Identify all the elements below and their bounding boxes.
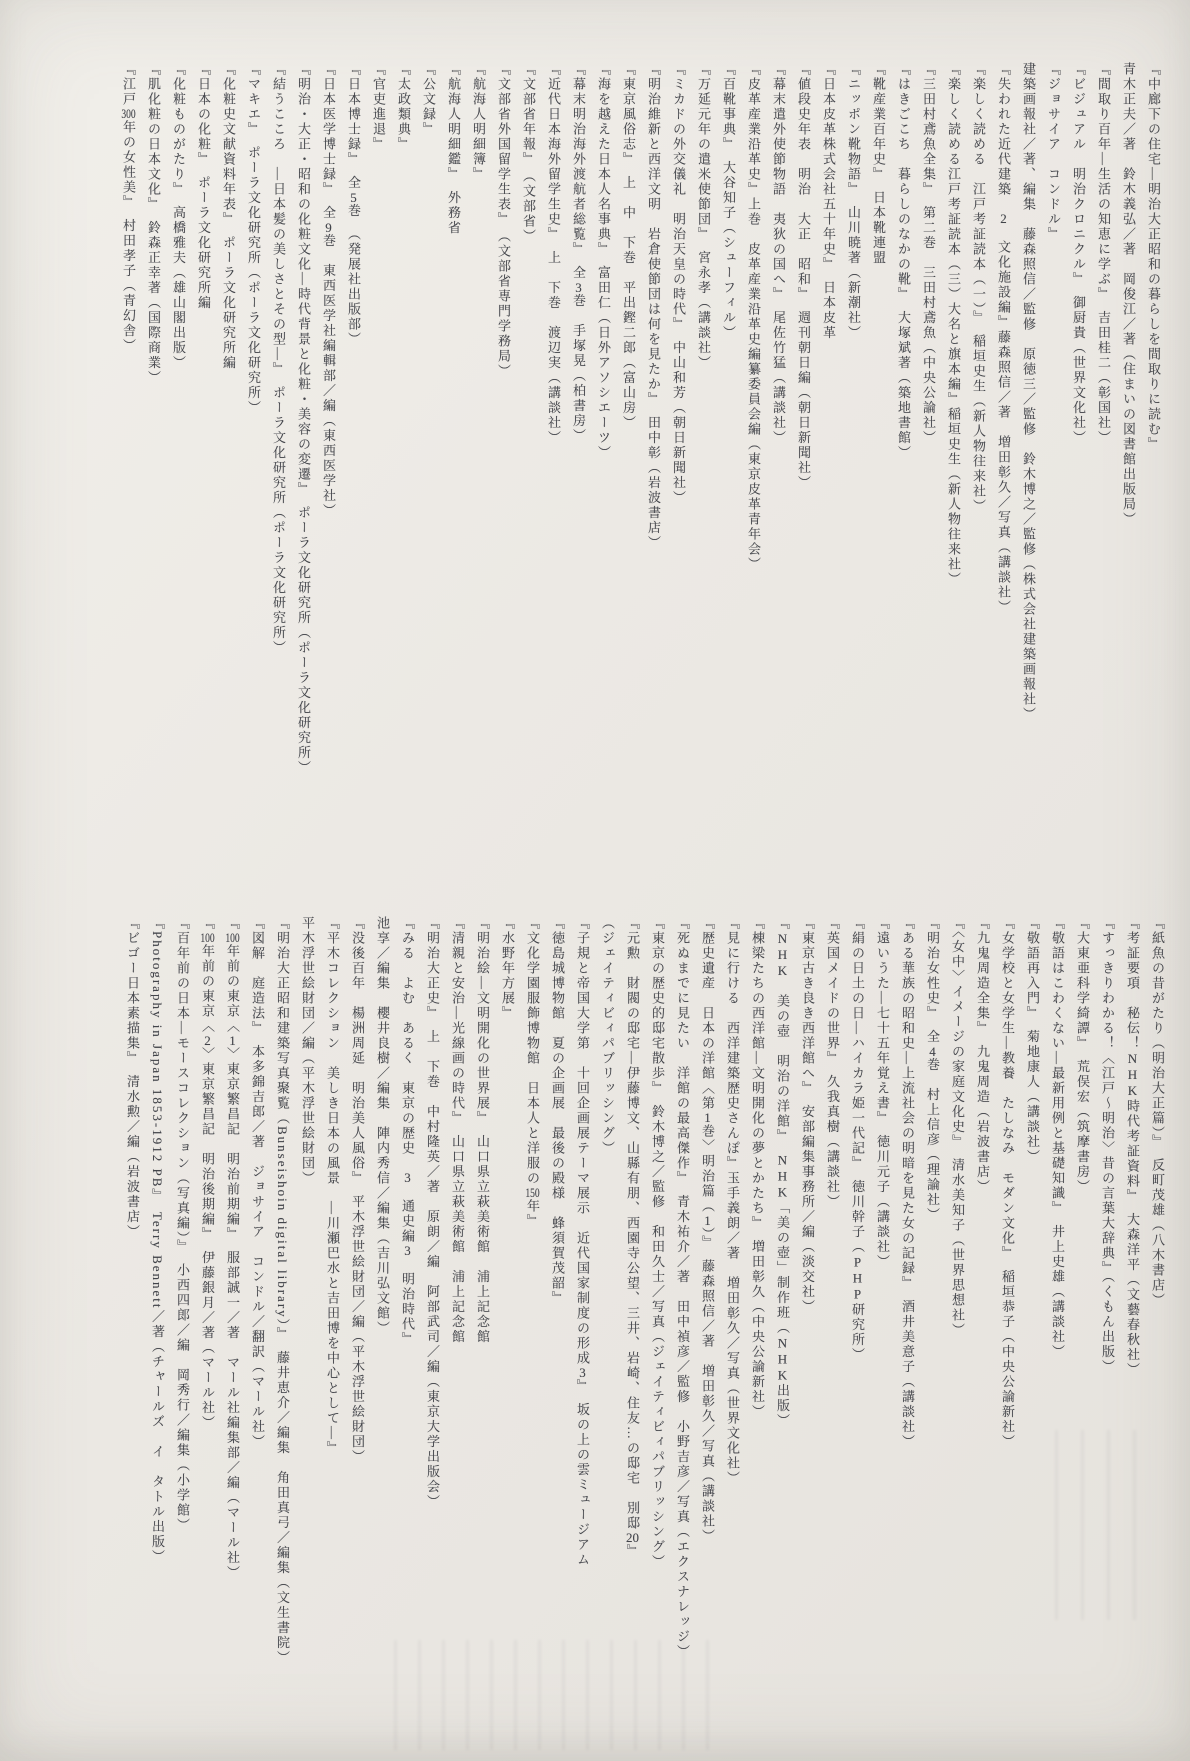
bibliography-entry: 『皮革産業沿革史』上巻 皮革産業沿革史編纂委員会編（東京皮革青年会） [746,62,761,572]
bibliography-entry: 『楽しく読める江戸考証読本（三）大名と旗本編』稲垣史生（新人物往来社） [946,62,961,587]
bibliography-entry: 『英国メイドの世界』 久我真樹（講談社） [825,916,840,1210]
bibliography-entry: 『ビジュアル 明治クロニクル』 御厨貴（世界文化社） [1071,62,1086,446]
bibliography-entry: （ジェイティビィパブリッシング） [600,916,615,1156]
bibliography-entry: 『女学校と女学生―教養 たしなみ モダン文化』 稲垣恭子（中央公論新社） [1000,916,1015,1450]
bibliography-entry: 『みる よむ あるく 東京の歴史 3 通史編3 明治時代』 [400,916,415,1347]
bibliography-entry: 『近代日本海外留学生史』 上 下巻 渡辺実（講談社） [546,62,561,446]
bibliography-entry: 『NHK 美の壺 明治の洋館』 NHK「美の壺」制作班（NHK出版） [775,916,790,1429]
bibliography-entry: 『〈女中〉イメージの家庭文化史』 清水美知子（世界思想社） [950,916,965,1338]
bibliography-entry: 『東京古き良き西洋館へ』 安部編集事務所／編（淡交社） [800,916,815,1315]
bibliography-entry: 『敬語再入門』 菊地康人（講談社） [1025,916,1040,1165]
bibliography-entry: 『明治維新と西洋文明 岩倉使節団は何を見たか』 田中彰（岩波書店） [646,62,661,551]
bibliography-entry: 『万延元年の遣米使節団』 宮永孝（講談社） [696,62,711,371]
bibliography-entry: 『結うこころ ―日本髪の美しさとその型―』 ポーラ文化研究所（ポーラ文化研究所） [271,62,286,656]
bibliography-entry: 『海を越えた日本人名事典』 富田仁（日外アソシエーツ） [596,62,611,461]
bibliography-entry: 『ある華族の昭和史―上流社会の明暗を見た女の記録』 酒井美意子（講談社） [900,916,915,1450]
bibliography-entry: 『官吏進退』 [371,62,386,152]
bibliography-entry: 『日本博士録』 全5巻 （発展社出版部） [346,62,361,347]
bibliography-entry: 『明治女性史』 全4巻 村上信彦（理論社） [925,916,940,1223]
bibliography-entry: 『文化学園服飾博物館 日本人と洋服の150年』 [525,916,540,1229]
bibliography-entry: 『死ぬまでに見たい 洋館の最高傑作』 青木祐介／著 田中禎彦／監修 小野吉彦／写真（エクスナレッジ） [675,916,690,1660]
bibliography-entry: 池享／編集 櫻井良樹／編集 陣内秀信／編集（吉川弘文館） [375,916,390,1336]
bibliography-entry: 『見に行ける 西洋建築歴史さんぽ』玉手義朗／著 増田彰久／写真（世界文化社） [725,916,740,1486]
bibliography-entry: 『100年前の東京〈2〉東京繁昌記 明治後期編』 伊藤銀月／著（マール社） [200,916,215,1431]
bibliography-entry: 『東京風俗志』 上 中 下巻 平出鏗二郎（富山房） [621,62,636,431]
bibliography-entry: 『元勲 財閥の邸宅―伊藤博文、山縣有朋、西園寺公望、三井、岩崎、住友…の邸宅 別邸20』 [625,916,640,1559]
bibliography-entry: 『大東亜科学綺譚』 荒俣宏（筑摩書房） [1075,916,1090,1195]
bibliography-entry: 『三田村鳶魚全集』 第二巻 三田村鳶魚（中央公論社） [921,62,936,446]
bibliography-entry: 『100年前の東京〈1〉東京繁昌記 明治前期編』 服部誠一／著 マール社編集部／編（マール社） [225,916,240,1581]
bibliography-entry: 『文部省年報』 （文部省） [521,62,536,244]
bibliography-entry: 『明治・大正・昭和の化粧文化―時代背景と化粧・美容の変遷』 ポーラ文化研究所（ポーラ文化研究所） [296,62,311,776]
bibliography-entry: 『清親と安治―光線画の時代』 山口県立萩美術館 浦上記念館 [450,916,465,1345]
bibliography-entry: 『失われた近代建築 2 文化施設編』藤森照信／著 増田彰久／写真（講談社） [996,62,1011,615]
bibliography-entry: 『百年前の日本―モースコレクション（写真編）』 小西四郎／編 岡秀行／編集（小学館） [175,916,190,1533]
bibliography-entry: 『化粧ものがたり』 高橋雅夫（雄山閣出版） [171,62,186,371]
bibliography-entry: 『Photography in Japan 1853-1912 PB』 Terry Bennett／著（チャールズ イ タトル出版） [150,916,165,1565]
bibliography-entry: 『ビゴー日本素描集』 清水勲／編（岩波書店） [125,916,140,1240]
bibliography-entry: 『九鬼周造全集』 九鬼周造（岩波書店） [975,916,990,1195]
bibliography-entry: 『航海人明細鑑』 外務省 [446,62,461,236]
bibliography-entry: 『明治大正史』 上 下巻 中村隆英／著 原朗／編 阿部武司／編（東京大学出版会） [425,916,440,1510]
bibliography-entry: 『間取り百年―生活の知恵に学ぶ』 吉田桂二（彰国社） [1096,62,1111,446]
bibliography-entry: 『子規と帝国大学第 十回企画展テーマ展示 近代国家制度の形成3』 坂の上の雲ミュージアム [575,916,590,1568]
bibliography-entry: 『肌化粧の日本文化』 鈴森正幸著（国際商業） [146,62,161,386]
bibliography-entry: 『絹の日土の日―ハイカラ姫一代記』 徳川幹子（PHP研究所） [850,916,865,1363]
bibliography-entry: 『ミカドの外交儀礼 明治天皇の時代』 中山和芳（朝日新聞社） [671,62,686,506]
bibliography-bottom-block [120,916,1170,1708]
bibliography-entry: 『棟梁たちの西洋館―文明開化の夢とかたち』 増田彰久（中央公論新社） [750,916,765,1420]
bibliography-entry: 『日本医学博士録』 全9巻 東西医学社編輯部／編（東西医学社） [321,62,336,519]
bibliography-entry: 『太政類典』 [396,62,411,152]
bibliography-entry: 『ジョサイア コンドル』 [1046,62,1061,242]
bibliography-entry: 『水野年方展』 [500,916,515,1021]
bibliography-entry: 『没後百年 楊洲周延 明治美人風俗』 平木浮世絵財団／編（平木浮世絵財団） [350,916,365,1465]
bibliography-entry: 『明治大正昭和建築写真聚覧（Bunseishoin digital library）』 藤井恵介／編集 角田真弓／編集（文生書院） [275,916,290,1666]
bibliography-entry: 『紙魚の昔がたり（明治大正篇）』 反町茂雄（八木書店） [1150,916,1165,1308]
bibliography-entry: 『公文録』 [421,62,436,137]
bibliography-entry: 建築画報社／著、編集 藤森照信／監修 原徳三／監修 鈴木博之／監修（株式会社建築画報社） [1021,62,1036,722]
bibliography-entry: 『靴産業百年史』 日本靴連盟 [871,62,886,266]
bibliography-entry: 『歴史遺産 日本の洋館〈第1巻〉明治篇（1）』 藤森照信／著 増田彰久／写真（講談社） [700,916,715,1544]
bibliography-entry: 青木正夫／著 鈴木義弘／著 岡俊江／著（住まいの図書館出版局） [1121,62,1136,527]
bibliography-entry: 『百靴事典』 大谷知子（シューフィル） [721,62,736,341]
bibliography-entry: 『敬語はこわくない―最新用例と基礎知識』 井上史雄（講談社） [1050,916,1065,1360]
bibliography-entry: 『航海人明細簿』 [471,62,486,182]
bibliography-entry: 『ニッポン靴物語』 山川暁著（新潮社） [846,62,861,341]
bibliography-entry: 『化粧史文献資料年表』 ポーラ文化研究所編 [221,62,236,371]
bibliography-top-block [116,62,1166,844]
bibliography-entry: 『中廊下の住宅―明治大正昭和の暮らしを間取りに読む』 [1146,62,1161,452]
bibliography-entry: 『すっきりわかる！〈江戸〜明治〉昔の言葉大辞典』（くもん出版） [1100,916,1115,1375]
bibliography-entry: 『明治絵―文明開化の世界展』 山口県立萩美術館 浦上記念館 [475,916,490,1345]
bibliography-entry: 『日本皮革株式会社五十年史』 日本皮革 [821,62,836,341]
bibliography-entry: 『はきごこち 暮らしのなかの靴』 大塚斌著（築地書館） [896,62,911,461]
bibliography-entry: 『遠いうた―七十五年覚え書』 徳川元子（講談社） [875,916,890,1270]
bibliography-entry: 『幕末遣外使節物語 夷狄の国へ』 尾佐竹猛（講談社） [771,62,786,446]
bibliography-entry: 『マキエ』 ポーラ文化研究所（ポーラ文化研究所） [246,62,261,416]
bibliography-entry: 『値段史年表 明治 大正 昭和』 週刊朝日編（朝日新聞社） [796,62,811,491]
bibliography-entry: 『図解 庭造法』 本多錦吉郎／著 ジョサイア コンドル／翻訳（マール社） [250,916,265,1450]
bibliography-entry: 『考証要項 秘伝！NHK時代考証資料』 大森洋平（文藝春秋社） [1125,916,1140,1378]
bibliography-entry: 『日本の化粧』 ポーラ文化研究所編 [196,62,211,311]
bibliography-entry: 『幕末明治海外渡航者総覧』 全3巻 手塚晃（柏書房） [571,62,586,444]
bibliography-entry: 『江戸300年の女性美』 村田孝子（青幻舎） [121,62,136,354]
bibliography-entry: 『徳島城博物館 夏の企画展 最後の殿様 蜂須賀茂韶』 [550,916,565,1306]
bibliography-entry: 『東京の歴史的邸宅散歩』 鈴木博之／監修 和田久士／写真（ジェイティビィパブリッシング） [650,916,665,1570]
bibliography-entry: 平木浮世絵財団／編（平木浮世絵財団） [300,916,315,1186]
bibliography-entry: 『文部省外国留学生表』 （文部省専門学務局） [496,62,511,379]
bibliography-entry: 『平木コレクション 美しき日本の風景 ―川瀬巴水と吉田博を中心として―』 [325,916,340,1456]
bibliography-entry: 『楽しく読める 江戸考証読本（一）』 稲垣史生（新人物往来社） [971,62,986,514]
